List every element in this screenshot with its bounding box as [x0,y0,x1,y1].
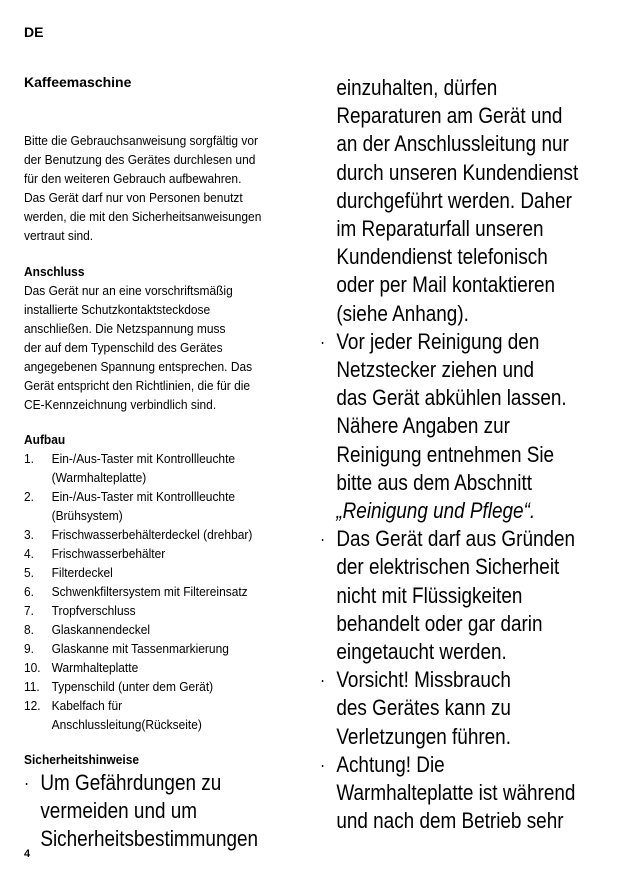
bullet-line [336,497,566,525]
bullet-line: eingetaucht werden. [336,639,507,665]
bullet-line: Das Gerät darf aus Gründen [336,526,576,552]
page-number: 4 [24,848,31,860]
page-title: Kaffeemaschine [24,74,132,90]
parts-list [24,449,300,734]
bullet-line: der elektrischen Sicherheit [336,554,560,580]
item-label: Glaskanne mit Tassenmarkierung [51,641,229,656]
list-item [24,544,300,563]
list-item [24,696,300,734]
bullet-line: Reinigung entnehmen Sie [336,441,555,467]
anschluss-line: angegebenen Spannung entsprechen. Das [24,359,253,374]
bullet-line: Um Gefährdungen zu [40,770,222,795]
list-item [24,769,308,854]
bullet-line: des Gerätes kann zu [336,695,511,721]
item-number: 11. [24,679,40,694]
bullet-line: Warmhalteplatte ist während [336,780,576,806]
item-label-cont: (Warmhalteplatte) [51,470,147,485]
intro-line: Bitte die Gebrauchsanweisung sorgfältig vor [24,133,259,148]
bullet-line: behandelt oder gar darin [336,610,543,636]
item-number: 4. [24,546,34,561]
bullet-line: durchgeführt werden. Daher [336,187,572,213]
section-heading: Sicherheitshinweise [24,752,139,767]
list-item [24,677,300,696]
item-label: Kabelfach für [51,698,123,713]
item-label: Warmhalteplatte [51,660,139,675]
bullet-line: Kundendienst telefonisch [336,244,548,270]
list-item [320,525,612,666]
list-item [24,620,300,639]
item-label: Frischwasserbehälter [51,546,166,561]
bullet-line: (siehe Anhang). [336,300,469,326]
bullet-line: Netzstecker ziehen und [336,357,535,383]
item-label-cont: Anschlussleitung(Rückseite) [51,717,202,732]
item-label: Typenschild (unter dem Gerät) [51,679,214,694]
bullet-line: Achtung! Die [336,751,445,777]
item-number: 3. [24,527,34,542]
intro-line: für den weiteren Gebrauch aufbewahren. [24,171,242,186]
bullet-icon: · [320,331,326,352]
item-label: Frischwasserbehälterdeckel (drehbar) [51,527,253,542]
list-item [24,639,300,658]
anschluss-line: anschließen. Die Netzspannung muss [24,321,226,336]
list-item [24,658,300,677]
list-item [320,666,612,751]
item-number: 7. [24,603,34,618]
bullet-line: bitte aus dem Abschnitt [336,469,532,495]
list-item [24,449,300,487]
list-item-continued [320,74,612,328]
anschluss-line: Das Gerät nur an eine vorschriftsmäßig [24,283,233,298]
item-number: 10. [24,660,41,675]
item-label: Filterdeckel [51,565,113,580]
sicherheit-heading-wrap [24,750,295,769]
item-number: 1. [24,451,34,466]
bullet-line: vermeiden und um [40,798,198,824]
bullet-line: Sicherheitsbestimmungen [40,826,259,852]
bullet-line: und nach dem Betrieb sehr [336,808,564,834]
item-number: 9. [24,641,34,656]
bullet-line: Vor jeder Reinigung den [336,328,540,354]
safety-bullet-left [24,769,308,854]
item-label: Glaskannendeckel [51,622,151,637]
list-item [320,751,612,836]
bullet-line: im Reparaturfall unseren [336,216,544,242]
anschluss-line: Gerät entspricht den Richtlinien, die für die [24,378,251,393]
right-column [320,74,612,835]
intro-paragraph [24,131,291,245]
section-heading: Anschluss [24,264,85,279]
item-number: 2. [24,489,34,504]
bullet-line: Vorsicht! Missbrauch [336,667,511,693]
intro-line: der Benutzung des Gerätes durchlesen und [24,152,256,167]
aufbau-section [24,430,300,734]
bullet-icon: · [320,529,326,550]
bullet-line: Reparaturen am Gerät und [336,103,563,129]
item-number: 6. [24,584,34,599]
intro-line: Das Gerät darf nur von Personen benutzt [24,190,243,205]
language-label: DE [24,24,44,40]
bullet-line: einzuhalten, dürfen [336,75,498,100]
bullet-line: nicht mit Flüssigkeiten [336,582,523,608]
section-heading: Aufbau [24,432,66,447]
list-item [24,601,300,620]
bullet-line: oder per Mail kontaktieren [336,272,556,298]
anschluss-line: installierte Schutzkontaktsteckdose [24,302,211,317]
item-label-cont: (Brühsystem) [51,508,123,523]
intro-line: vertraut sind. [24,228,94,243]
bullet-line: an der Anschlussleitung nur [336,131,569,157]
anschluss-section [24,262,295,414]
intro-line: werden, die mit den Sicherheitsanweisungen [24,209,262,224]
bullet-line: Nähere Angaben zur [336,413,510,439]
section-reference: „Reinigung und Pflege“. [336,498,536,524]
bullet-icon: · [320,754,326,775]
list-item [24,563,300,582]
list-item [24,582,300,601]
bullet-icon: · [320,670,326,691]
item-label: Ein-/Aus-Taster mit Kontrollleuchte [51,489,236,504]
item-label: Tropfverschluss [51,603,136,618]
item-number: 8. [24,622,34,637]
list-item [24,525,300,544]
anschluss-line: CE-Kennzeichnung verbindlich sind. [24,397,217,412]
item-label: Schwenkfiltersystem mit Filtereinsatz [51,584,248,599]
list-item [320,328,612,525]
bullet-line: durch unseren Kundendienst [336,159,579,185]
anschluss-line: der auf dem Typenschild des Gerätes [24,340,223,355]
item-number: 5. [24,565,34,580]
bullet-line: Verletzungen führen. [336,723,511,749]
item-label: Ein-/Aus-Taster mit Kontrollleuchte [51,451,236,466]
list-item [24,487,300,525]
bullet-line: das Gerät abkühlen lassen. [336,385,567,411]
item-number: 12. [24,698,41,713]
bullet-icon: · [24,773,30,793]
